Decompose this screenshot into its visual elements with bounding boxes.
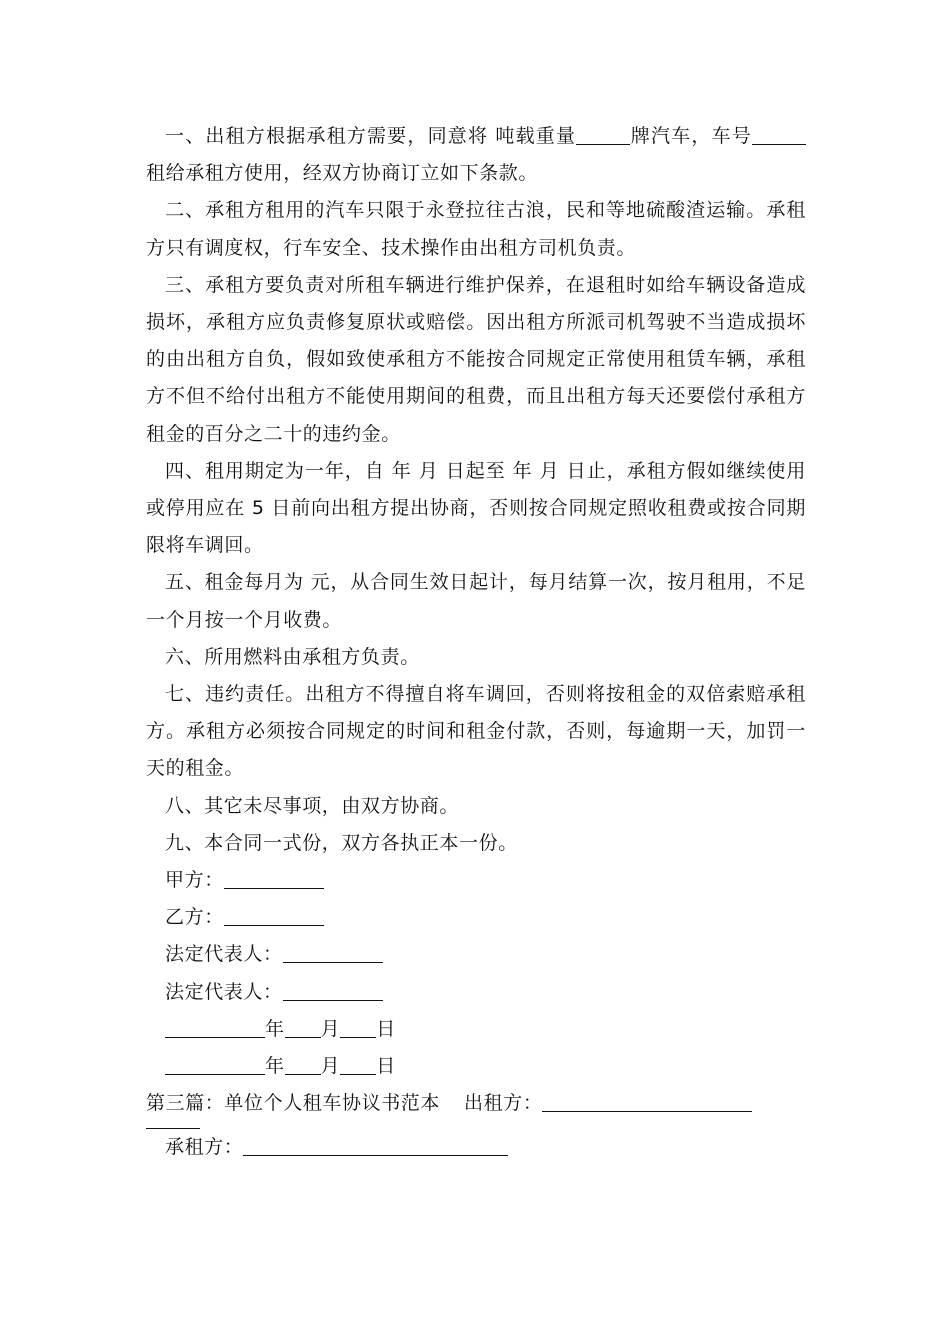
year-blank-2 — [165, 1056, 265, 1075]
day-blank-2 — [340, 1056, 376, 1075]
legal-rep-line-2 — [146, 974, 806, 1011]
section-3-title: 第三篇：单位个人租车协议书范本 — [146, 1092, 441, 1115]
clause-9: 九、本合同一式份，双方各执正本一份。 — [165, 831, 518, 854]
year-label-1: 年 — [265, 1017, 285, 1040]
tonnage-blank — [576, 126, 630, 145]
year-label-2: 年 — [265, 1055, 285, 1078]
plate-number-blank — [752, 126, 806, 145]
legal-rep-blank-1 — [283, 944, 383, 963]
day-label-2: 日 — [376, 1055, 396, 1078]
lessor-blank — [542, 1093, 752, 1112]
month-label-2: 月 — [320, 1055, 341, 1078]
clause-8: 八、其它未尽事项，由双方协商。 — [165, 794, 460, 817]
party-a-label: 甲方： — [165, 869, 224, 892]
month-blank-2 — [285, 1056, 321, 1075]
date-line-2 — [146, 1048, 806, 1085]
day-blank-1 — [340, 1019, 376, 1038]
section-3-heading-line — [146, 1085, 806, 1122]
party-a-line — [146, 862, 806, 899]
lessee-blank — [243, 1137, 508, 1156]
clause-4: 四、租用期定为一年，自 年 月 日起至 年 月 日止，承租方假如继续使用或停用应在 5 日前向出租方提出协商，否则按合同规定照收租费或按合同期限将车调回。 — [146, 459, 806, 557]
clause-7: 七、违约责任。出租方不得擅自将车调回，否则将按租金的双倍索赔承租方。承租方必须按合同规定的时间和租金付款，否则，每逾期一天，加罚一天的租金。 — [146, 683, 806, 780]
month-label-1: 月 — [320, 1017, 341, 1040]
clause-1-text-c: 租给承租方使用，经双方协商订立如下条款。 — [146, 162, 539, 185]
month-blank-1 — [285, 1019, 321, 1038]
legal-rep-blank-2 — [283, 982, 383, 1001]
lessee-label: 承租方： — [165, 1136, 244, 1159]
legal-rep-line-1 — [146, 936, 806, 973]
clause-2: 二、承租方租用的汽车只限于永登拉往古浪，民和等地硫酸渣运输。承租方只有调度权，行车安全、技术操作由出租方司机负责。 — [146, 199, 806, 259]
clause-6: 六、所用燃料由承租方负责。 — [165, 645, 420, 668]
day-label-1: 日 — [376, 1017, 396, 1040]
contract-body — [146, 118, 806, 1167]
party-b-line — [146, 899, 806, 936]
legal-rep-label-1: 法定代表人： — [165, 943, 283, 966]
clause-3: 三、承租方要负责对所租车辆进行维护保养，在退租时如给车辆设备造成损坏，承租方应负责修复原状或赔偿。因出租方所派司机驾驶不当造成损坏的由出租方自负，假如致使承租方不能按合同规定正常使用租赁车辆，承租方不但不给付出租方不能使用期间的租费，而且出租方每天还要偿付承租方租金的百分之二十的违约金。 — [146, 273, 806, 445]
date-line-1 — [146, 1011, 806, 1048]
lessor-label: 出租方： — [464, 1092, 543, 1115]
clause-1-text-a: 一、出租方根据承租方需要，同意将 吨载重量 — [165, 125, 577, 147]
party-a-blank — [224, 870, 324, 889]
year-blank-1 — [165, 1019, 265, 1038]
party-b-blank — [224, 907, 324, 926]
clause-5: 五、租金每月为 元，从合同生效日起计，每月结算一次，按月租用，不足一个月按一个月收费。 — [146, 571, 806, 631]
party-b-label: 乙方： — [165, 906, 224, 929]
clause-1-text-b: 牌汽车，车号 — [630, 125, 752, 147]
lessee-line — [146, 1129, 806, 1166]
legal-rep-label-2: 法定代表人： — [165, 980, 283, 1003]
clause-1 — [146, 118, 806, 192]
